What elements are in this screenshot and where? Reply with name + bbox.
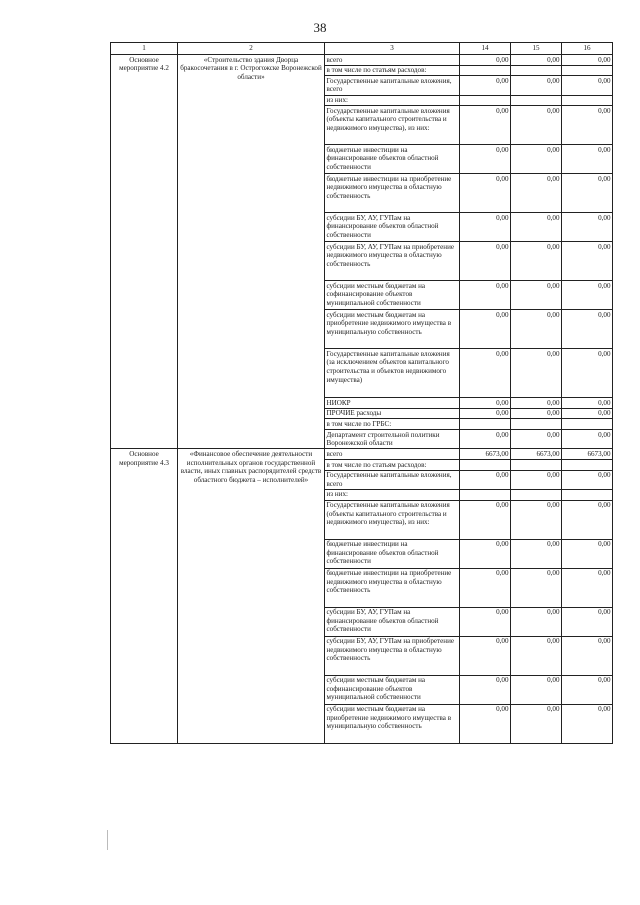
value-cell: 0,00 xyxy=(562,55,613,66)
event-name-cell: «Строительство здания Дворца бракосочетания в г. Острогожске Воронежской области» xyxy=(178,55,325,449)
value-cell: 0,00 xyxy=(511,55,562,66)
value-cell: 0,00 xyxy=(460,539,511,568)
value-cell: 0,00 xyxy=(562,675,613,704)
value-cell: 0,00 xyxy=(460,675,511,704)
expense-label-cell: субсидии местным бюджетам на приобретение недвижимого имущества в муниципальную собственность xyxy=(325,310,460,349)
value-cell: 0,00 xyxy=(562,704,613,743)
expense-label-cell: субсидии местным бюджетам на софинансирование объектов муниципальной собственности xyxy=(325,675,460,704)
value-cell: 0,00 xyxy=(460,242,511,281)
value-cell: 0,00 xyxy=(460,568,511,607)
value-cell xyxy=(511,65,562,76)
value-cell: 6673,00 xyxy=(511,449,562,460)
expense-label-cell: всего xyxy=(325,55,460,66)
value-cell: 0,00 xyxy=(460,213,511,242)
value-cell: 0,00 xyxy=(511,76,562,95)
value-cell: 0,00 xyxy=(562,242,613,281)
expense-label-cell: ПРОЧИЕ расходы xyxy=(325,408,460,419)
value-cell: 0,00 xyxy=(511,242,562,281)
value-cell: 0,00 xyxy=(562,500,613,539)
value-cell: 0,00 xyxy=(460,408,511,419)
expense-label-cell: в том числе по статьям расходов: xyxy=(325,460,460,471)
value-cell: 0,00 xyxy=(562,106,613,145)
value-cell: 0,00 xyxy=(511,675,562,704)
expense-label-cell: в том числе по ГРБС: xyxy=(325,419,460,430)
value-cell: 0,00 xyxy=(460,310,511,349)
value-cell: 0,00 xyxy=(562,213,613,242)
table-row xyxy=(111,449,613,460)
value-cell: 0,00 xyxy=(511,310,562,349)
value-cell: 0,00 xyxy=(460,704,511,743)
value-cell: 0,00 xyxy=(511,145,562,174)
value-cell: 0,00 xyxy=(562,398,613,409)
budget-table xyxy=(110,42,613,744)
expense-label-cell: субсидии БУ, АУ, ГУПам на приобретение недвижимого имущества в областную собственность xyxy=(325,242,460,281)
value-cell: 0,00 xyxy=(562,145,613,174)
header-col-1: 1 xyxy=(111,43,178,55)
value-cell: 0,00 xyxy=(460,349,511,398)
event-name-cell: «Финансовое обеспечение деятельности исполнительных органов государственной власти, иных главных распорядителей средств областного бюджета – исполнителей» xyxy=(178,449,325,743)
value-cell: 0,00 xyxy=(460,281,511,310)
value-cell: 0,00 xyxy=(562,430,613,449)
value-cell: 6673,00 xyxy=(460,449,511,460)
value-cell: 0,00 xyxy=(511,636,562,675)
page-number: 38 xyxy=(313,20,327,35)
scan-mark xyxy=(107,830,108,850)
table-row xyxy=(111,55,613,66)
expense-label-cell: субсидии БУ, АУ, ГУПам на финансирование объектов областной собственности xyxy=(325,213,460,242)
expense-label-cell: всего xyxy=(325,449,460,460)
value-cell: 0,00 xyxy=(511,281,562,310)
value-cell xyxy=(511,489,562,500)
value-cell: 0,00 xyxy=(562,568,613,607)
value-cell: 0,00 xyxy=(511,408,562,419)
expense-label-cell: в том числе по статьям расходов: xyxy=(325,65,460,76)
value-cell: 0,00 xyxy=(460,636,511,675)
value-cell xyxy=(511,95,562,106)
value-cell: 0,00 xyxy=(511,398,562,409)
expense-label-cell: Государственные капитальные вложения (за исключением объектов капитального строительства и объектов недвижимого имущества) xyxy=(325,349,460,398)
value-cell: 0,00 xyxy=(562,76,613,95)
value-cell xyxy=(562,65,613,76)
expense-label-cell: Государственные капитальные вложения, всего xyxy=(325,76,460,95)
expense-label-cell: Государственные капитальные вложения, всего xyxy=(325,470,460,489)
value-cell: 0,00 xyxy=(460,398,511,409)
value-cell: 0,00 xyxy=(460,430,511,449)
value-cell: 0,00 xyxy=(511,106,562,145)
value-cell: 0,00 xyxy=(460,500,511,539)
expense-label-cell: Государственные капитальные вложения (объекты капитального строительства и недвижимого имущества), из них: xyxy=(325,106,460,145)
value-cell: 0,00 xyxy=(511,704,562,743)
expense-label-cell: из них: xyxy=(325,489,460,500)
expense-label-cell: Департамент строительной политики Воронежской области xyxy=(325,430,460,449)
value-cell: 0,00 xyxy=(460,145,511,174)
value-cell: 0,00 xyxy=(562,349,613,398)
value-cell: 0,00 xyxy=(511,470,562,489)
value-cell: 0,00 xyxy=(511,568,562,607)
value-cell xyxy=(511,460,562,471)
value-cell: 0,00 xyxy=(562,310,613,349)
value-cell xyxy=(562,419,613,430)
value-cell: 0,00 xyxy=(460,106,511,145)
header-col-16: 16 xyxy=(562,43,613,55)
header-col-2: 2 xyxy=(178,43,325,55)
value-cell: 0,00 xyxy=(511,500,562,539)
value-cell: 0,00 xyxy=(562,281,613,310)
value-cell: 0,00 xyxy=(562,607,613,636)
event-cell: Основное мероприятие 4.3 xyxy=(111,449,178,743)
value-cell xyxy=(562,489,613,500)
event-cell: Основное мероприятие 4.2 xyxy=(111,55,178,449)
value-cell: 0,00 xyxy=(511,539,562,568)
value-cell xyxy=(460,65,511,76)
value-cell: 0,00 xyxy=(460,76,511,95)
table-body xyxy=(111,55,613,744)
value-cell: 0,00 xyxy=(562,174,613,213)
value-cell: 0,00 xyxy=(460,55,511,66)
value-cell xyxy=(460,419,511,430)
value-cell: 0,00 xyxy=(562,636,613,675)
expense-label-cell: бюджетные инвестиции на приобретение недвижимого имущества в областную собственность xyxy=(325,174,460,213)
expense-label-cell: бюджетные инвестиции на приобретение недвижимого имущества в областную собственность xyxy=(325,568,460,607)
value-cell xyxy=(562,460,613,471)
expense-label-cell: субсидии местным бюджетам на софинансирование объектов муниципальной собственности xyxy=(325,281,460,310)
value-cell xyxy=(562,95,613,106)
value-cell xyxy=(460,95,511,106)
header-col-3: 3 xyxy=(325,43,460,55)
header-col-15: 15 xyxy=(511,43,562,55)
value-cell xyxy=(511,419,562,430)
expense-label-cell: Государственные капитальные вложения (объекты капитального строительства и недвижимого имущества), из них: xyxy=(325,500,460,539)
value-cell xyxy=(460,489,511,500)
value-cell: 0,00 xyxy=(511,213,562,242)
expense-label-cell: НИОКР xyxy=(325,398,460,409)
value-cell: 0,00 xyxy=(460,470,511,489)
value-cell: 0,00 xyxy=(460,174,511,213)
expense-label-cell: бюджетные инвестиции на финансирование объектов областной собственности xyxy=(325,539,460,568)
value-cell: 0,00 xyxy=(511,430,562,449)
value-cell: 0,00 xyxy=(511,349,562,398)
expense-label-cell: бюджетные инвестиции на финансирование объектов областной собственности xyxy=(325,145,460,174)
value-cell: 0,00 xyxy=(460,607,511,636)
value-cell: 0,00 xyxy=(562,470,613,489)
expense-label-cell: из них: xyxy=(325,95,460,106)
value-cell: 0,00 xyxy=(511,607,562,636)
expense-label-cell: субсидии БУ, АУ, ГУПам на приобретение недвижимого имущества в областную собственность xyxy=(325,636,460,675)
value-cell: 0,00 xyxy=(511,174,562,213)
expense-label-cell: субсидии БУ, АУ, ГУПам на финансирование объектов областной собственности xyxy=(325,607,460,636)
value-cell: 0,00 xyxy=(562,408,613,419)
expense-label-cell: субсидии местным бюджетам на приобретение недвижимого имущества в муниципальную собственность xyxy=(325,704,460,743)
value-cell: 0,00 xyxy=(562,539,613,568)
value-cell: 6673,00 xyxy=(562,449,613,460)
value-cell xyxy=(460,460,511,471)
header-col-14: 14 xyxy=(460,43,511,55)
header-row xyxy=(111,43,613,55)
